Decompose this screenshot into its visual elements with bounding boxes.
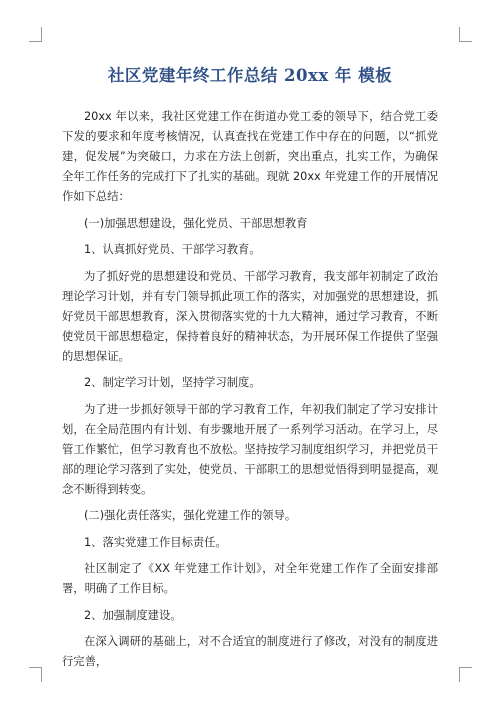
subheading-2-1: 1、落实党建工作目标责任。	[84, 535, 227, 549]
subheading-2-2: 2、加强制度建设。	[84, 608, 182, 622]
crop-mark-top-left	[29, 27, 42, 42]
crop-mark-bottom-right	[459, 667, 472, 682]
section-heading-1: (一)加强思想建设，强化党员、干部思想教育	[84, 216, 308, 230]
subheading-1-1: 1、认真抓好党员、干部学习教育。	[84, 243, 261, 256]
section-heading-2: (二)强化责任落实，强化党建工作的领导。	[84, 509, 297, 522]
crop-mark-bottom-left	[29, 667, 42, 682]
document-title: 社区党建年终工作总结 20xx 年 模板	[107, 66, 393, 85]
subheading-1-2: 2、制定学习计划，坚持学习制度。	[84, 376, 261, 389]
paragraph-1-2: 为了进一步抓好领导干部的学习教育工作，年初我们制定了学习安排计划，在全局范围内有计划、有步骤地开展了一系列学习活动。在学习上，尽管工作繁忙，但学习教育也不放松。坚持按学习制度组织学习，并把党员干部的理论学习落到了实处，使党员、干部职工的思想觉悟得到明显提高，观念不断得到转变。	[62, 402, 438, 496]
paragraph-2-2: 在深入调研的基础上，对不合适宜的制度进行了修改，对没有的制度进行完善，	[62, 635, 438, 668]
document-body	[62, 107, 438, 679]
paragraph-1-1: 为了抓好党的思想建设和党员、干部学习教育，我支部年初制定了政治理论学习计划，并有专门领导抓此项工作的落实，对加强党的思想建设，抓好党员干部思想教育，深入贯彻落实党的十九大精神，通过学习教育，不断使党员干部思想稳定，保持着良好的精神状态，为开展环保工作提供了坚强的思想保证。	[62, 269, 438, 363]
crop-mark-top-right	[459, 27, 472, 42]
paragraph-intro: 20xx 年以来，我社区党建工作在街道办党工委的领导下，结合党工委下发的要求和年度考核情况，认真查找在党建工作中存在的问题，以“抓党建，促发展”为突破口，力求在方法上创新，突出重点，扎实工作，为确保全年工作任务的完成打下了扎实的基础。现就 20xx 年党建工作的开展情况作如下总结：	[62, 110, 438, 203]
paragraph-2-1: 社区制定了《XX 年党建工作计划》，对全年党建工作作了全面安排部署，明确了工作目标。	[62, 562, 438, 595]
